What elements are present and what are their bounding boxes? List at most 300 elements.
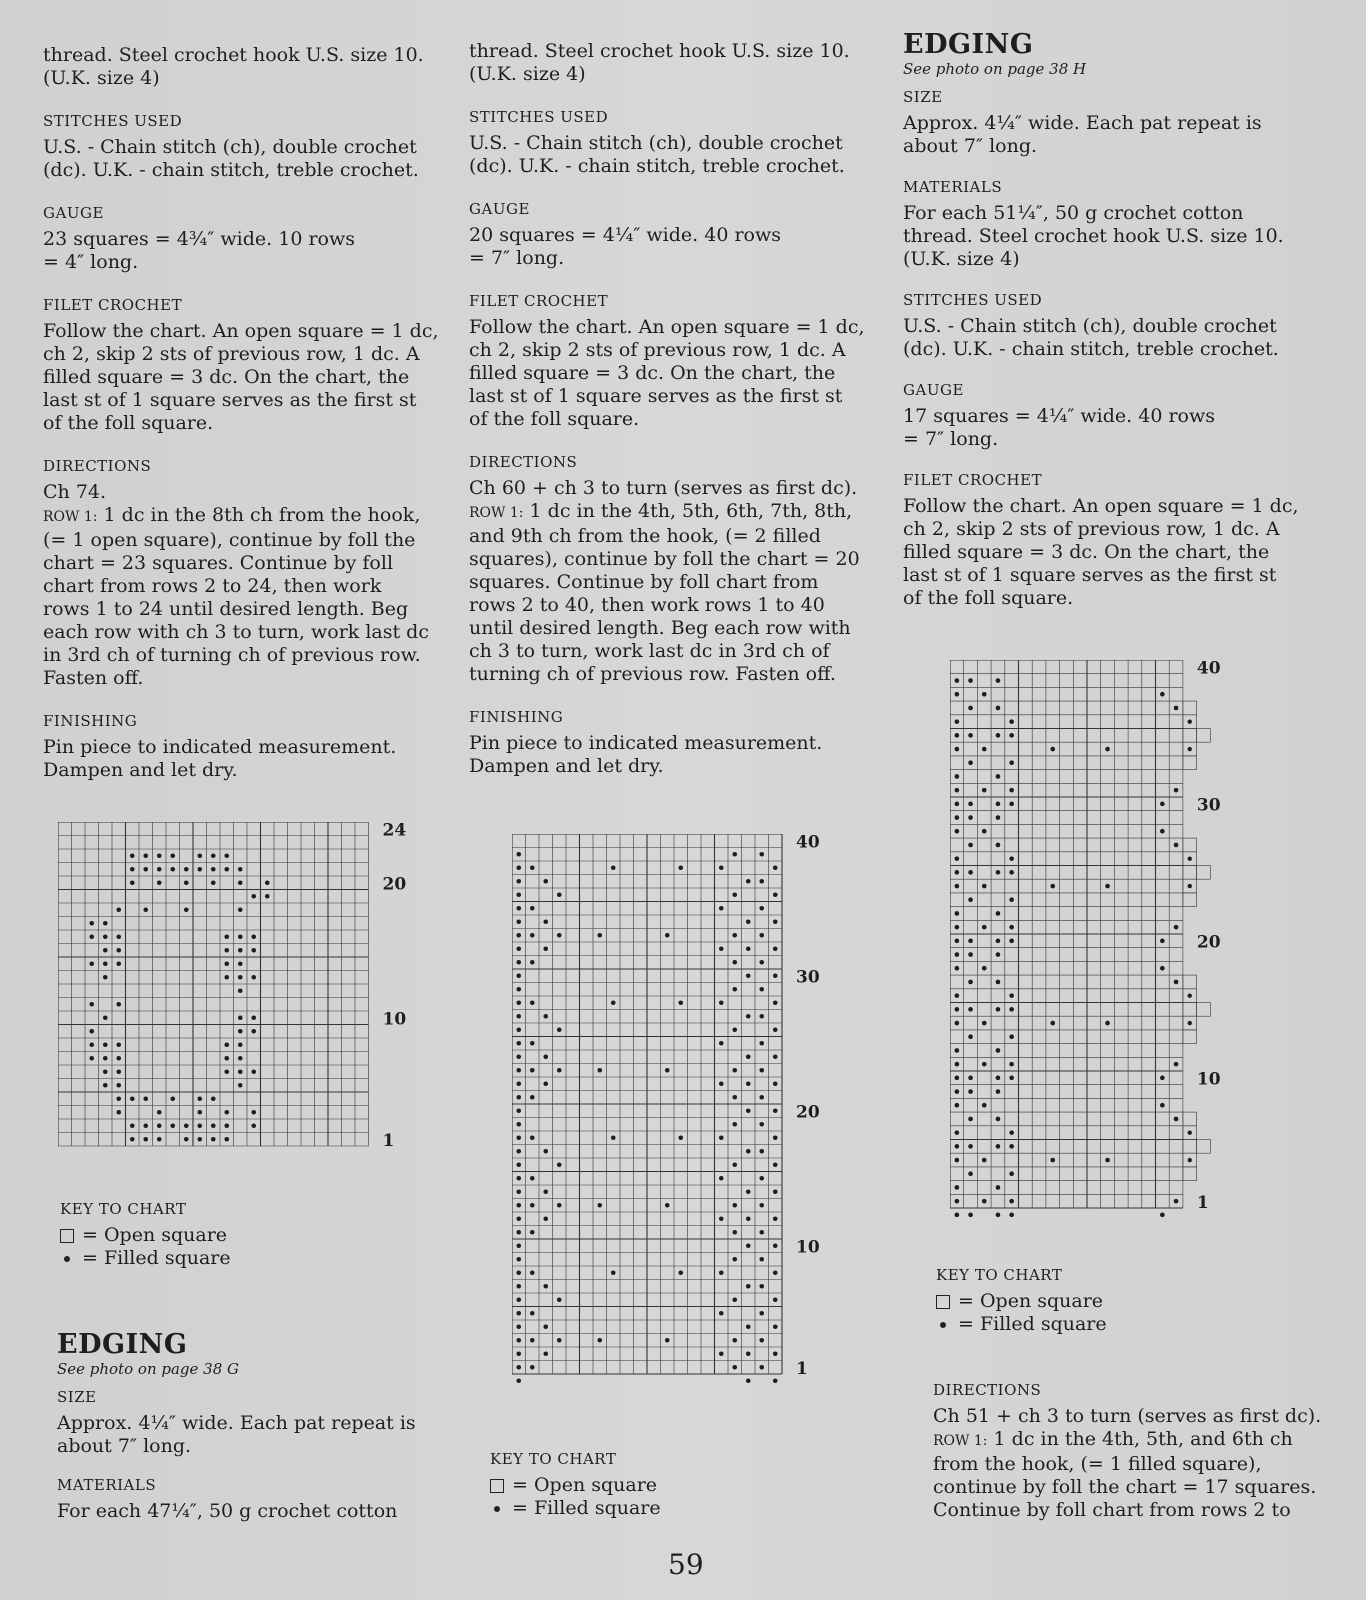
filled-square-dot	[1160, 1103, 1165, 1108]
chart-grid	[512, 834, 782, 1374]
filled-square-dot	[530, 865, 535, 870]
filled-square-dot	[1188, 884, 1192, 888]
filled-square-dot	[955, 1158, 960, 1163]
heading-gauge: GAUGE	[469, 200, 530, 218]
filled-square-dot	[1105, 747, 1110, 752]
filled-square-dot	[746, 1216, 751, 1221]
key-open-label: = Open square	[82, 1224, 228, 1246]
filled-square-dot	[955, 952, 960, 957]
filled-square-dot	[1009, 870, 1014, 875]
filled-square-dot	[530, 1270, 535, 1275]
filled-square-dot	[224, 1056, 229, 1061]
filled-square-dot	[224, 1042, 229, 1047]
filled-square-dot	[89, 961, 94, 966]
row-text: 1 dc in the 4th, 5th, and 6th ch	[987, 1428, 1293, 1450]
filled-square-dot	[968, 1076, 973, 1081]
filled-square-dot	[530, 960, 535, 965]
text-line: thread. Steel crochet hook U.S. size 10.	[469, 40, 850, 62]
filled-square-dot	[759, 960, 764, 965]
key-heading: KEY TO CHART	[60, 1200, 187, 1218]
row-number-label: 20	[796, 1102, 820, 1123]
filled-square-dot	[719, 1135, 724, 1140]
filled-square-dot	[955, 802, 960, 807]
scallop-cell	[1183, 1140, 1197, 1154]
text-line: Continue by foll chart from rows 2 to	[933, 1499, 1291, 1521]
filled-square-dot	[1174, 706, 1179, 711]
filled-square-dot	[197, 867, 202, 872]
filled-square-dot	[759, 1230, 764, 1235]
scallop-cell	[1183, 1167, 1197, 1181]
filled-square-dot	[251, 975, 256, 980]
filled-square-dot	[89, 1042, 94, 1047]
filled-square-dot	[732, 1068, 737, 1073]
filled-square-dot	[746, 1378, 751, 1383]
scallop-cell	[1183, 729, 1197, 743]
edging-subtitle: See photo on page 38 H	[903, 60, 1087, 78]
filled-square-dot	[968, 939, 973, 944]
filled-square-dot	[773, 1108, 778, 1113]
filled-square-dot	[955, 1185, 960, 1190]
filled-square-dot	[1050, 747, 1055, 752]
heading-stitches: STITCHES USED	[903, 291, 1043, 309]
filled-square-dot	[968, 843, 973, 848]
text-line: 17 squares = 4¼″ wide. 40 rows	[903, 405, 1215, 427]
filled-square-dot	[238, 1029, 243, 1034]
open-square-icon	[490, 1479, 504, 1493]
scallop-cell	[1183, 1112, 1197, 1126]
filled-square-dot	[665, 1338, 670, 1343]
text-line: rows 1 to 24 until desired length. Beg	[43, 598, 409, 620]
text-line: ch 3 to turn, work last dc in 3rd ch of	[469, 640, 830, 662]
filled-square-dot	[116, 1083, 121, 1088]
filled-square-dot	[1009, 719, 1014, 724]
row-1-line	[43, 504, 443, 529]
row-number-label: 24	[382, 822, 407, 841]
filled-square-dot	[516, 933, 521, 938]
text-line: filled square = 3 dc. On the chart, the	[903, 541, 1270, 563]
filled-square-dot	[955, 925, 960, 930]
filled-square-dot	[955, 747, 960, 752]
filled-square-dot	[746, 919, 751, 924]
heading-gauge: GAUGE	[43, 204, 104, 222]
filled-square-dot	[597, 933, 602, 938]
filled-square-dot	[996, 815, 1001, 820]
filled-square-dot	[130, 1123, 135, 1128]
filled-square-dot	[773, 1000, 778, 1005]
filled-square-dot	[732, 987, 737, 992]
text-line: Dampen and let dry.	[43, 759, 238, 781]
row-number-label: 10	[796, 1237, 820, 1258]
text-line: Pin piece to indicated measurement.	[43, 736, 397, 758]
heading-directions: DIRECTIONS	[933, 1381, 1042, 1399]
filled-square-dot	[224, 961, 229, 966]
filled-square-dot	[557, 933, 562, 938]
text-line: U.S. - Chain stitch (ch), double crochet	[469, 132, 843, 154]
filet-chart-2	[512, 834, 852, 1394]
filled-square-dot	[224, 853, 229, 858]
scallop-cell	[1183, 701, 1197, 715]
filled-square-dot	[157, 1110, 162, 1115]
filled-square-icon	[64, 1256, 70, 1262]
filled-square-dot	[238, 975, 243, 980]
filled-square-dot	[968, 870, 973, 875]
filled-square-dot	[116, 1042, 121, 1047]
filled-square-dot	[1009, 733, 1014, 738]
filled-square-dot	[130, 867, 135, 872]
filled-square-dot	[543, 1324, 548, 1329]
key-heading: KEY TO CHART	[936, 1266, 1063, 1284]
filled-square-dot	[773, 1189, 778, 1194]
filled-square-dot	[211, 1096, 216, 1101]
filled-square-dot	[1160, 802, 1165, 807]
filled-square-dot	[759, 933, 764, 938]
filled-square-dot	[611, 865, 616, 870]
text-line: ch 2, skip 2 sts of previous row, 1 dc. A	[469, 339, 846, 361]
filled-square-dot	[116, 934, 121, 939]
row-1-line	[933, 1428, 1353, 1453]
filled-square-dot	[611, 1000, 616, 1005]
filled-square-dot	[103, 934, 108, 939]
filled-square-dot	[238, 1042, 243, 1047]
heading-directions: DIRECTIONS	[469, 453, 578, 471]
row-number-label: 40	[796, 834, 820, 853]
filled-square-dot	[746, 1014, 751, 1019]
filled-square-dot	[1009, 1034, 1014, 1039]
filled-square-dot	[530, 933, 535, 938]
filled-square-dot	[157, 867, 162, 872]
filled-square-dot	[759, 1122, 764, 1127]
filled-square-dot	[759, 1284, 764, 1289]
filled-square-dot	[1009, 1007, 1014, 1012]
chart-grid	[950, 660, 1183, 1208]
filled-square-dot	[982, 692, 987, 697]
text-line: (dc). U.K. - chain stitch, treble crochet.	[43, 159, 419, 181]
filled-square-dot	[516, 1162, 521, 1167]
heading-size: SIZE	[57, 1388, 97, 1406]
filled-square-dot	[557, 892, 562, 897]
filled-square-dot	[238, 867, 243, 872]
scallop-cell	[1183, 975, 1197, 989]
filled-square-dot	[955, 815, 960, 820]
filled-square-dot	[746, 1324, 751, 1329]
filled-square-dot	[968, 815, 973, 820]
filled-square-dot	[184, 867, 189, 872]
filled-square-dot	[238, 1015, 243, 1020]
filled-square-dot	[251, 948, 256, 953]
text-line: U.S. - Chain stitch (ch), double crochet	[903, 315, 1277, 337]
filled-square-dot	[143, 1096, 148, 1101]
key-filled	[490, 1497, 661, 1520]
filled-square-dot	[759, 1176, 764, 1181]
filled-square-dot	[955, 1062, 960, 1067]
filled-square-icon	[940, 1322, 946, 1328]
filled-square-dot	[611, 1270, 616, 1275]
filled-square-dot	[211, 867, 216, 872]
filled-square-dot	[773, 1216, 778, 1221]
filled-square-dot	[543, 1081, 548, 1086]
filled-square-dot	[665, 1068, 670, 1073]
text-line: (dc). U.K. - chain stitch, treble crochet.	[903, 338, 1279, 360]
filled-square-dot	[773, 865, 778, 870]
filled-square-dot	[116, 948, 121, 953]
page-number: 59	[668, 1548, 704, 1581]
filled-square-dot	[982, 1199, 987, 1204]
edging-subtitle: See photo on page 38 G	[57, 1360, 240, 1378]
filled-square-dot	[746, 1284, 751, 1289]
filled-square-dot	[516, 1297, 521, 1302]
filled-square-dot	[516, 1189, 521, 1194]
filled-square-dot	[224, 975, 229, 980]
filled-square-dot	[1160, 1213, 1165, 1218]
heading-gauge: GAUGE	[903, 381, 964, 399]
filled-square-dot	[732, 1230, 737, 1235]
filled-square-dot	[678, 865, 683, 870]
filled-square-dot	[955, 939, 960, 944]
filled-square-dot	[1105, 1158, 1110, 1163]
filled-square-dot	[516, 1135, 521, 1140]
filled-square-dot	[996, 1048, 1001, 1053]
key-filled	[936, 1313, 1107, 1336]
filled-square-dot	[955, 733, 960, 738]
filled-square-dot	[955, 1213, 960, 1218]
column-2	[469, 40, 869, 778]
filled-square-dot	[982, 925, 987, 930]
text-line: 23 squares = 4¾″ wide. 10 rows	[43, 228, 355, 250]
filled-square-dot	[143, 867, 148, 872]
filled-square-dot	[996, 870, 1001, 875]
filled-square-dot	[982, 747, 987, 752]
heading-filet: FILET CROCHET	[903, 471, 1043, 489]
filled-square-dot	[955, 1076, 960, 1081]
text-line: about 7″ long.	[57, 1435, 192, 1457]
filled-square-dot	[516, 973, 521, 978]
filled-square-dot	[1009, 856, 1014, 861]
filled-square-dot	[1174, 788, 1179, 793]
filled-square-dot	[968, 1213, 973, 1218]
filled-square-dot	[251, 1029, 256, 1034]
text-line: chart from rows 2 to 24, then work	[43, 575, 382, 597]
filled-square-dot	[968, 1007, 973, 1012]
filled-square-dot	[996, 1089, 1001, 1094]
col1-intro	[43, 44, 443, 90]
filled-square-dot	[996, 980, 1001, 985]
filled-square-dot	[1174, 1062, 1179, 1067]
filled-square-dot	[773, 1270, 778, 1275]
text-line: (U.K. size 4)	[43, 67, 160, 89]
filled-square-dot	[1160, 1076, 1165, 1081]
filled-square-dot	[1009, 925, 1014, 930]
row-number-label: 30	[796, 967, 820, 988]
filled-square-dot	[955, 856, 960, 861]
filled-square-dot	[955, 966, 960, 971]
filled-square-dot	[773, 1243, 778, 1248]
heading-finishing: FINISHING	[43, 712, 138, 730]
filled-square-dot	[665, 1203, 670, 1208]
heading-size: SIZE	[903, 88, 943, 106]
filled-square-dot	[251, 1123, 256, 1128]
filled-square-dot	[719, 906, 724, 911]
text-line: Dampen and let dry.	[469, 755, 664, 777]
filled-square-dot	[516, 906, 521, 911]
filled-square-dot	[516, 1176, 521, 1181]
filled-square-dot	[773, 919, 778, 924]
filled-square-dot	[773, 973, 778, 978]
filled-square-dot	[557, 1338, 562, 1343]
filled-square-dot	[955, 1021, 960, 1026]
text-line: filled square = 3 dc. On the chart, the	[469, 362, 836, 384]
filled-square-dot	[516, 865, 521, 870]
filled-square-dot	[996, 843, 1001, 848]
filled-square-dot	[143, 853, 148, 858]
filled-square-dot	[157, 853, 162, 858]
filled-square-dot	[759, 1257, 764, 1262]
filled-square-dot	[130, 1096, 135, 1101]
row-text: 1 dc in the 4th, 5th, 6th, 7th, 8th,	[523, 500, 853, 522]
filled-square-dot	[955, 1103, 960, 1108]
filled-square-dot	[516, 987, 521, 992]
filled-square-dot	[557, 1297, 562, 1302]
text-line: Fasten off.	[43, 667, 144, 689]
filled-square-dot	[1105, 884, 1110, 889]
filled-square-dot	[224, 1137, 229, 1142]
text-line: chart = 23 squares. Continue by foll	[43, 552, 394, 574]
filled-square-dot	[773, 1081, 778, 1086]
text-line: Pin piece to indicated measurement.	[469, 732, 823, 754]
filled-square-dot	[719, 1270, 724, 1275]
filled-square-dot	[530, 1230, 535, 1235]
filled-square-dot	[238, 934, 243, 939]
filled-square-dot	[982, 1062, 987, 1067]
text-line: Ch 74.	[43, 481, 107, 503]
filled-square-dot	[955, 870, 960, 875]
filled-square-dot	[968, 802, 973, 807]
filled-square-dot	[1009, 1144, 1014, 1149]
filled-square-dot	[968, 1171, 973, 1176]
filled-square-dot	[982, 1021, 987, 1026]
filled-square-dot	[746, 973, 751, 978]
key-to-chart-3	[936, 1266, 1107, 1336]
filled-square-dot	[968, 980, 973, 985]
heading-materials: MATERIALS	[903, 178, 1003, 196]
filled-square-dot	[732, 1365, 737, 1370]
text-line: of the foll square.	[43, 412, 214, 434]
filled-square-dot	[170, 853, 175, 858]
filled-square-dot	[746, 1081, 751, 1086]
filled-square-dot	[251, 1110, 256, 1115]
filled-square-dot	[759, 1149, 764, 1154]
key-filled-label: = Filled square	[958, 1313, 1107, 1335]
text-line: from the hook, (= 1 filled square),	[933, 1453, 1262, 1475]
filled-square-dot	[1009, 802, 1014, 807]
filled-square-dot	[516, 1365, 521, 1370]
text-line: ch 2, skip 2 sts of previous row, 1 dc. A	[43, 343, 420, 365]
filled-square-dot	[238, 988, 243, 993]
filled-square-dot	[1009, 939, 1014, 944]
filled-square-dot	[678, 1135, 683, 1140]
filled-square-dot	[1009, 1213, 1014, 1218]
filled-square-dot	[557, 1203, 562, 1208]
filled-square-dot	[516, 1122, 521, 1127]
filled-square-dot	[955, 678, 960, 683]
text-line: (U.K. size 4)	[903, 248, 1020, 270]
filled-square-dot	[982, 884, 987, 889]
scallop-cell	[1183, 838, 1197, 852]
heading-stitches: STITCHES USED	[469, 108, 609, 126]
filled-square-dot	[955, 1089, 960, 1094]
filled-square-dot	[530, 1135, 535, 1140]
filled-square-dot	[996, 678, 1001, 683]
text-line: each row with ch 3 to turn, work last dc	[43, 621, 429, 643]
filled-square-dot	[968, 1034, 973, 1039]
filled-square-dot	[719, 1351, 724, 1356]
key-filled	[60, 1247, 231, 1270]
text-line: (U.K. size 4)	[469, 63, 586, 85]
text-line: of the foll square.	[469, 408, 640, 430]
filled-square-dot	[516, 1149, 521, 1154]
text-line: Follow the chart. An open square = 1 dc,	[43, 320, 439, 342]
filled-square-dot	[516, 1243, 521, 1248]
filled-square-dot	[516, 1351, 521, 1356]
filled-square-dot	[719, 1041, 724, 1046]
text-line: Follow the chart. An open square = 1 dc,	[469, 316, 865, 338]
scallop-cell	[1183, 893, 1197, 907]
filled-square-icon	[494, 1506, 500, 1512]
filled-square-dot	[516, 1324, 521, 1329]
filled-square-dot	[557, 1027, 562, 1032]
filled-square-dot	[516, 1257, 521, 1262]
filled-square-dot	[773, 1297, 778, 1302]
column-3-directions	[933, 1381, 1353, 1522]
filled-square-dot	[211, 853, 216, 858]
row-number-label: 10	[1196, 1069, 1221, 1090]
filled-square-dot	[1009, 1199, 1014, 1204]
filled-square-dot	[665, 933, 670, 938]
filled-square-dot	[759, 1338, 764, 1343]
filled-square-dot	[982, 1158, 987, 1163]
filled-square-dot	[238, 1069, 243, 1074]
filled-square-dot	[543, 946, 548, 951]
filled-square-dot	[746, 879, 751, 884]
filled-square-dot	[557, 1162, 562, 1167]
filled-square-dot	[719, 1081, 724, 1086]
filled-square-dot	[116, 961, 121, 966]
filled-square-dot	[746, 1054, 751, 1059]
text-line: ch 2, skip 2 sts of previous row, 1 dc. A	[903, 518, 1280, 540]
filled-square-dot	[543, 1054, 548, 1059]
filled-square-dot	[955, 993, 960, 998]
filled-square-dot	[530, 1365, 535, 1370]
filled-square-dot	[103, 1015, 108, 1020]
filled-square-dot	[719, 1216, 724, 1221]
filled-square-dot	[759, 879, 764, 884]
filled-square-dot	[1050, 884, 1055, 889]
filled-square-dot	[1174, 1117, 1179, 1122]
text-line: squares. Continue by foll chart from	[469, 571, 819, 593]
filled-square-dot	[184, 1123, 189, 1128]
filled-square-dot	[732, 1095, 737, 1100]
filled-square-dot	[170, 1123, 175, 1128]
filled-square-dot	[516, 1014, 521, 1019]
filled-square-dot	[251, 934, 256, 939]
filled-square-dot	[996, 1007, 1001, 1012]
filled-square-dot	[773, 1378, 778, 1383]
filled-square-dot	[251, 1015, 256, 1020]
filled-square-dot	[1105, 1021, 1110, 1026]
filled-square-dot	[224, 948, 229, 953]
text-line: U.S. - Chain stitch (ch), double crochet	[43, 136, 417, 158]
filled-square-dot	[184, 907, 189, 912]
text-line: filled square = 3 dc. On the chart, the	[43, 366, 410, 388]
